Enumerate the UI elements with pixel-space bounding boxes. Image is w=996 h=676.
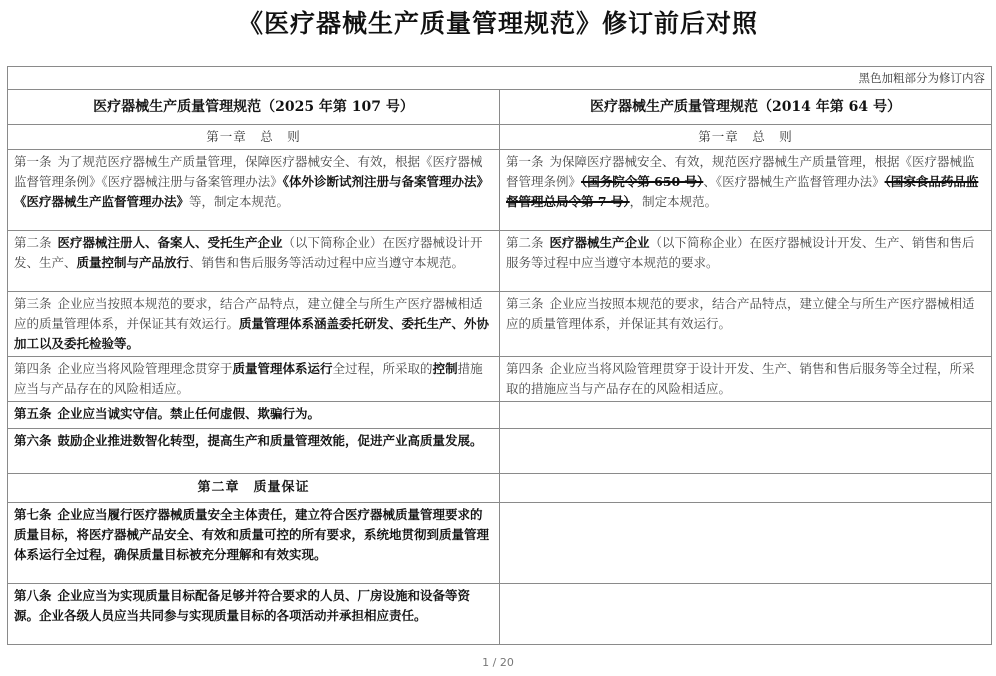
article-1-new — [8, 150, 500, 231]
article-revised-text: 企业应当履行医疗器械质量安全主体责任，建立符合医疗器械质量管理要求的质量目标，将医疗器械产品安全、有效和质量可控的所有要求，系统地贯彻到质量管理体系运行全过程，确保质量目标被充分理解和有效实现。 — [14, 507, 490, 562]
article-revised-text: 控制 — [432, 361, 458, 376]
article-text: 、销售和售后服务等活动过程中应当遵守本规范。 — [189, 255, 465, 270]
article-number: 第二条 — [14, 235, 52, 250]
article-revised-text: 《体外诊断试剂注册与备案管理办法》《医疗器械生产监督管理办法》 — [14, 174, 490, 209]
article-4-new — [8, 357, 500, 402]
article-revised-text: 企业应当诚实守信。禁止任何虚假、欺骗行为。 — [57, 406, 321, 421]
chapter-heading-new: 第二章 质量保证 — [8, 474, 500, 503]
article-deleted-text: （国家食品药品监督管理总局令第 7 号） — [506, 174, 979, 209]
article-number: 第四条 — [506, 361, 544, 376]
article-number: 第五条 — [14, 406, 52, 421]
article-6-new — [8, 429, 500, 474]
empty-cell — [500, 584, 992, 645]
article-number: 第八条 — [14, 588, 52, 603]
article-3-new — [8, 292, 500, 357]
article-2-new — [8, 231, 500, 292]
article-number: 第三条 — [506, 296, 544, 311]
article-revised-text: 质量管理体系涵盖委托研发、委托生产、外协加工以及委托检验等。 — [14, 316, 490, 351]
article-revised-text: 质量管理体系运行 — [232, 361, 333, 376]
document-title: 《医疗器械生产质量管理规范》修订前后对照 — [237, 9, 758, 38]
article-1-old — [500, 150, 992, 231]
chapter-heading-new: 第一章 总 则 — [8, 125, 500, 150]
article-row-1 — [8, 150, 992, 231]
article-7-new — [8, 503, 500, 584]
empty-cell — [500, 503, 992, 584]
article-number: 第一条 — [14, 154, 52, 169]
article-row-6 — [8, 429, 992, 474]
article-row-4 — [8, 357, 992, 402]
article-revised-text: 医疗器械生产企业 — [549, 235, 650, 250]
column-header-old: 医疗器械生产质量管理规范（2014 年第 64 号） — [500, 90, 992, 125]
article-revised-text: 医疗器械注册人、备案人、受托生产企业 — [57, 235, 283, 250]
page-number: 1 / 20 — [482, 656, 514, 669]
article-text: 为保障医疗器械安全、有效，规范医疗器械生产质量管理，根据《医疗器械监督管理条例》 — [506, 154, 975, 189]
chapter-row-2 — [8, 474, 992, 503]
article-number: 第三条 — [14, 296, 52, 311]
article-row-5 — [8, 402, 992, 429]
article-text: 企业应当将风险管理理念贯穿于 — [57, 361, 233, 376]
note-row — [8, 67, 992, 90]
article-text: 、《医疗器械生产监督管理办法》 — [703, 174, 885, 189]
article-text: 等，制定本规范。 — [189, 194, 290, 209]
article-text: 企业应当将风险管理贯穿于设计开发、生产、销售和售后服务等全过程，所采取的措施应当与产品存在的风险相适应。 — [506, 361, 975, 396]
article-text: 企业应当按照本规范的要求，结合产品特点，建立健全与所生产医疗器械相适应的质量管理体系，并保证其有效运行。 — [506, 296, 975, 331]
article-row-7 — [8, 503, 992, 584]
article-2-old — [500, 231, 992, 292]
column-header-new: 医疗器械生产质量管理规范（2025 年第 107 号） — [8, 90, 500, 125]
article-text: （以下简称企业）在医疗器械设计开发、生产、销售和售后服务等过程中应当遵守本规范的要求。 — [506, 235, 975, 270]
empty-cell — [500, 474, 992, 503]
revision-note: 黑色加粗部分为修订内容 — [8, 67, 992, 90]
article-number: 第一条 — [506, 154, 544, 169]
article-revised-text: 鼓励企业推进数智化转型，提高生产和质量管理效能，促进产业高质量发展。 — [57, 433, 483, 448]
article-8-new — [8, 584, 500, 645]
comparison-table — [7, 66, 992, 645]
article-text: 为了规范医疗器械生产质量管理，保障医疗器械安全、有效，根据《医疗器械监督管理条例》《医疗器械注册与备案管理办法》 — [14, 154, 483, 189]
article-text: 企业应当按照本规范的要求，结合产品特点，建立健全与所生产医疗器械相适应的质量管理体系，并保证其有效运行。 — [14, 296, 483, 331]
chapter-row-1 — [8, 125, 992, 150]
article-text: （以下简称企业）在医疗器械设计开发、生产、 — [14, 235, 483, 270]
empty-cell — [500, 429, 992, 474]
chapter-heading-old: 第一章 总 则 — [500, 125, 992, 150]
article-revised-text: 企业应当为实现质量目标配备足够并符合要求的人员、厂房设施和设备等资源。企业各级人员应当共同参与实现质量目标的各项活动并承担相应责任。 — [14, 588, 471, 623]
article-number: 第六条 — [14, 433, 52, 448]
article-4-old — [500, 357, 992, 402]
article-5-new — [8, 402, 500, 429]
article-3-old — [500, 292, 992, 357]
article-row-3 — [8, 292, 992, 357]
article-number: 第七条 — [14, 507, 52, 522]
article-row-8 — [8, 584, 992, 645]
article-number: 第四条 — [14, 361, 52, 376]
article-row-2 — [8, 231, 992, 292]
article-deleted-text: （国务院令第 650 号） — [581, 174, 704, 189]
article-text: ，制定本规范。 — [629, 194, 718, 209]
empty-cell — [500, 402, 992, 429]
column-header-row — [8, 90, 992, 125]
article-text: 措施应当与产品存在的风险相适应。 — [14, 361, 483, 396]
article-text: 全过程，所采取的 — [332, 361, 433, 376]
article-number: 第二条 — [506, 235, 544, 250]
article-revised-text: 质量控制与产品放行 — [76, 255, 190, 270]
